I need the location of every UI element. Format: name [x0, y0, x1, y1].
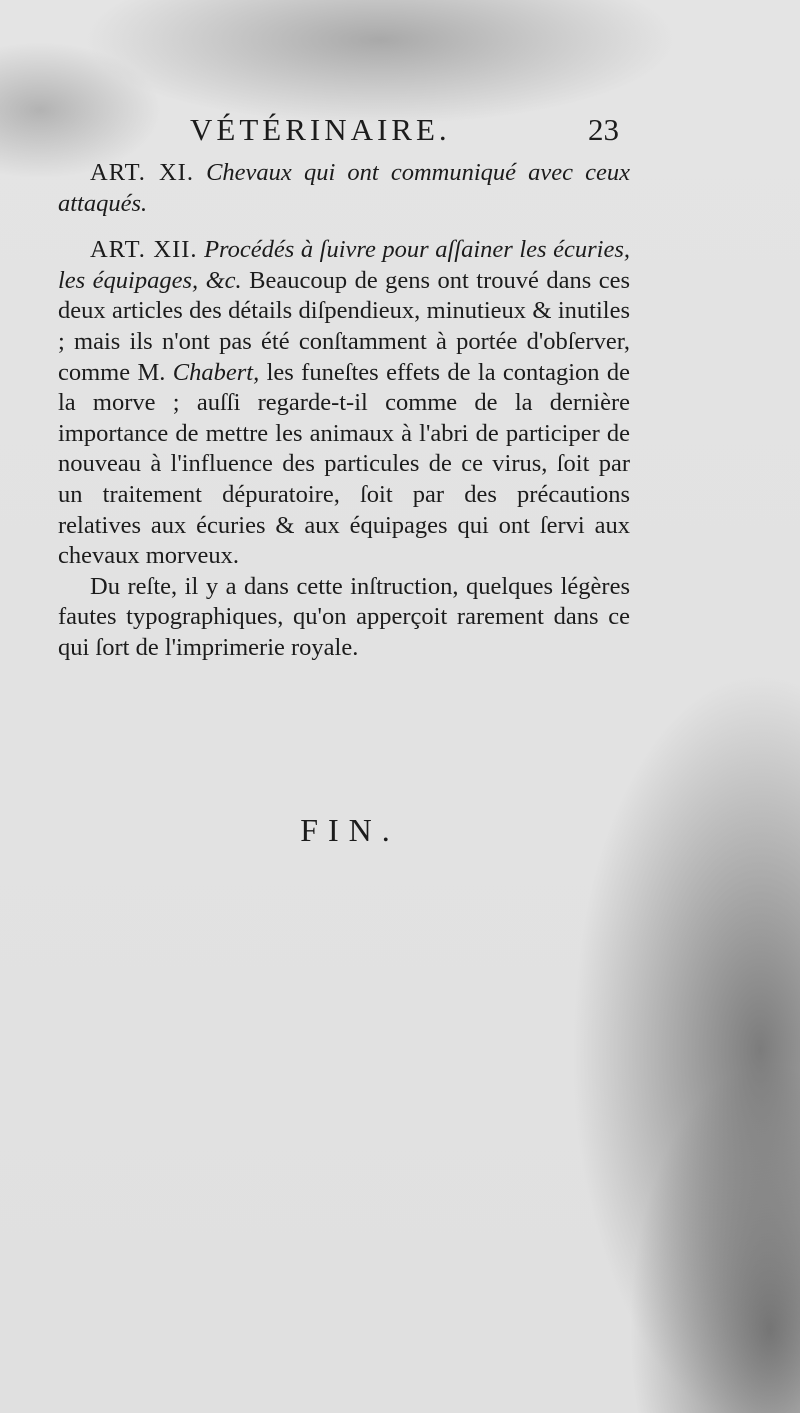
page-number: 23 — [588, 112, 619, 147]
page-header — [0, 112, 800, 162]
fin-mark: FIN. — [300, 812, 400, 848]
article-xii-name: Chabert, — [172, 358, 260, 386]
article-xi-title: Chevaux qui ont communiqué avec ceux attaqués. — [58, 159, 631, 217]
article-xii-text-a: Beaucoup de gens ont trouvé dans ces deux articles des détails diſpendieux, minutieux & inutiles ; mais ils n'ont pas été conſtamment à portée d'obſerver, comme M. — [58, 266, 630, 386]
article-xii-label: ART. XII. — [90, 236, 198, 264]
article-xii — [58, 235, 630, 572]
article-xi — [58, 158, 630, 219]
closing-paragraph: Du reſte, il y a dans cette inſtruction, quelques légères fautes typographiques, qu'on apperçoit rarement dans ce qui ſort de l'imprimerie royale. — [58, 572, 630, 661]
article-xi-label: ART. XI. — [90, 159, 194, 186]
running-head: VÉTÉRINAIRE. — [190, 112, 451, 147]
article-xii-title: Procédés à ſuivre pour aſſainer les écuries, les équipages, &c. — [58, 236, 630, 294]
body-text — [58, 158, 630, 664]
article-xii-text-b: les funeſtes effets de la contagion de la morve ; auſſi regarde-t-il comme de la dernière importance de mettre les animaux à l'abri de participer de nouveau à l'influence des particules de ce virus, ſoit par un traitement dépuratoire, ſoit par des précautions relatives aux écuries & aux équipages qui ont ſervi aux chevaux morveux. — [58, 358, 631, 570]
